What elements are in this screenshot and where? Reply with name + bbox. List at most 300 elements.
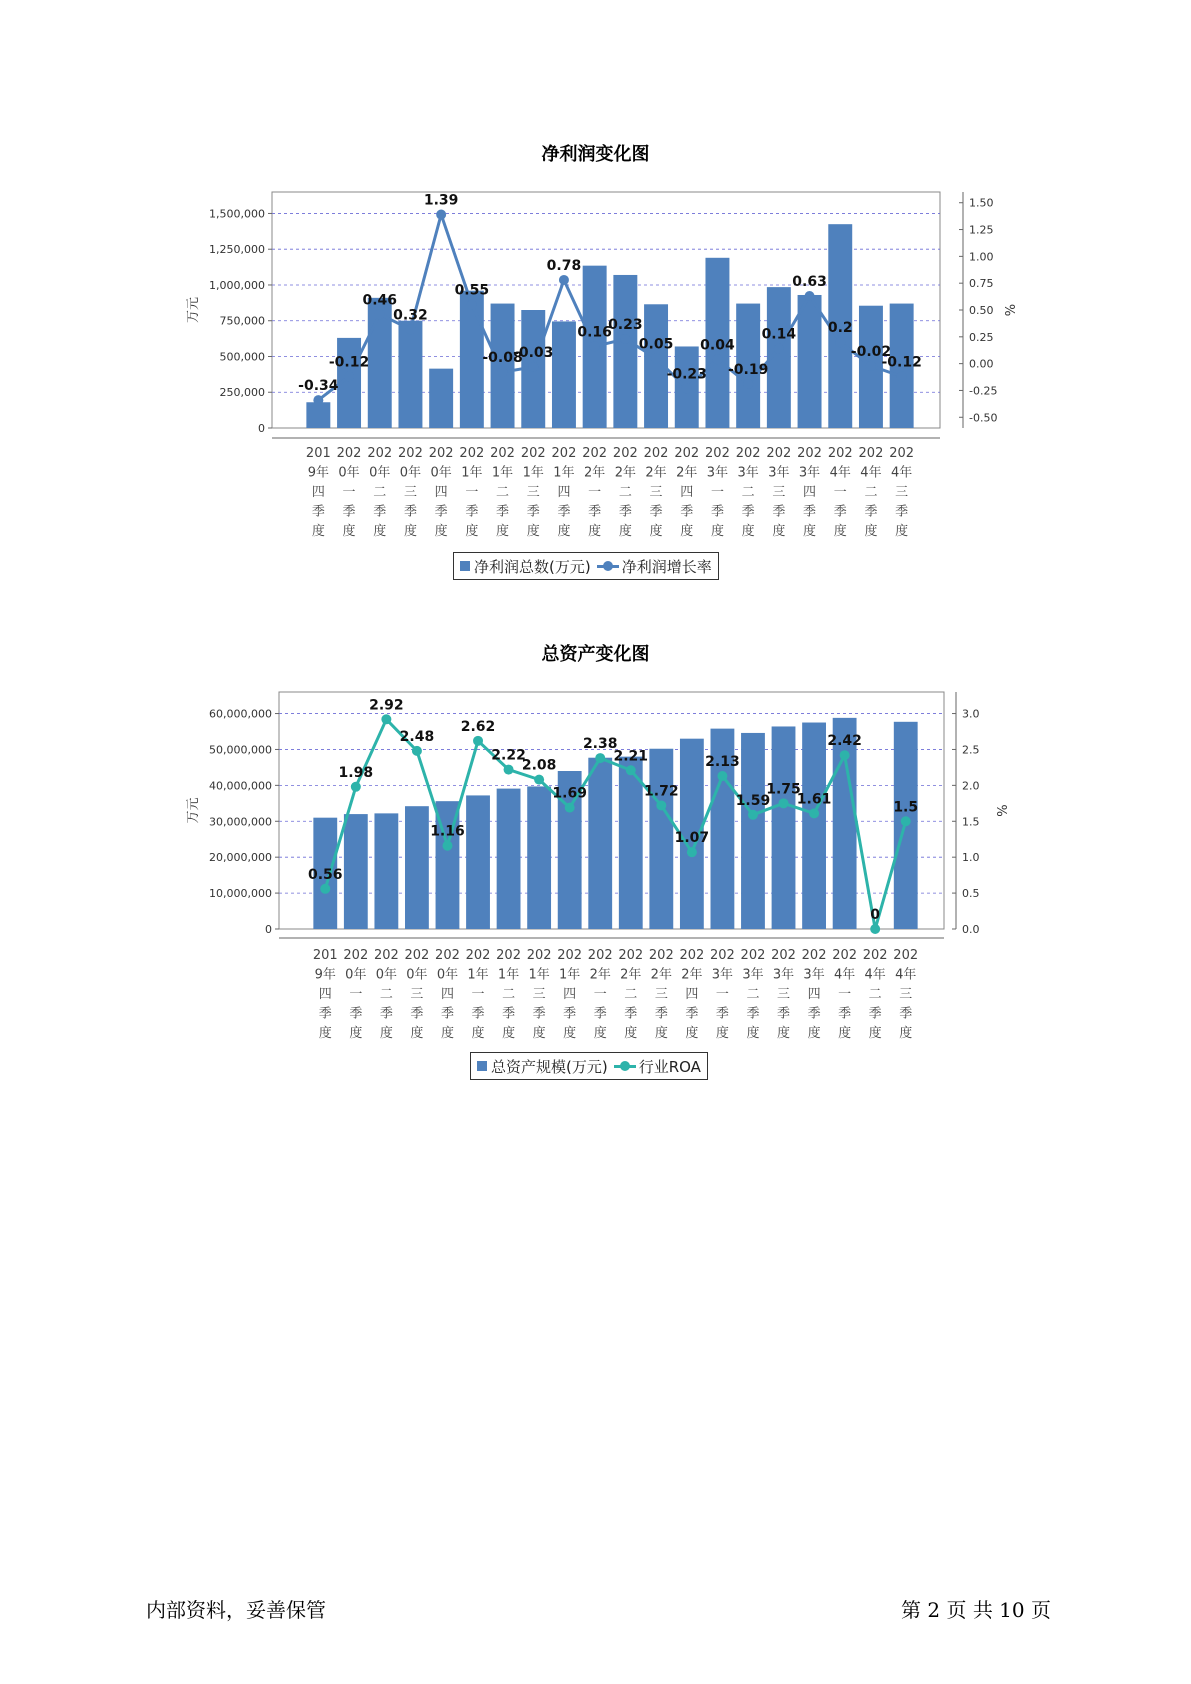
data-label: 0.16 (577, 324, 612, 341)
line-point (748, 810, 758, 820)
x-tick-label: 202 (428, 446, 454, 461)
x-tick-label: 二 (864, 485, 878, 500)
x-tick-label: 二 (502, 987, 516, 1002)
x-tick-label: 季 (557, 504, 571, 520)
data-label: -0.08 (482, 350, 523, 367)
line-point (498, 367, 508, 377)
x-tick-label: 季 (741, 504, 755, 520)
x-tick-label: 度 (715, 1026, 729, 1041)
x-tick-label: 202 (710, 948, 735, 963)
x-tick-label: 度 (864, 524, 878, 539)
x-tick-label: 季 (342, 504, 356, 520)
x-tick-label: 度 (311, 524, 325, 539)
x-tick-label: 度 (496, 524, 510, 539)
x-tick-label: 202 (490, 446, 515, 461)
data-label: 2.48 (399, 728, 435, 745)
x-tick-label: 度 (471, 1026, 485, 1041)
x-tick-label: 三 (526, 485, 540, 500)
line-point (473, 736, 483, 746)
y-tick-label-left: 250,000 (219, 386, 265, 400)
x-tick-label: 三 (532, 987, 546, 1002)
data-label: 1.59 (735, 792, 771, 809)
data-label: -0.12 (881, 354, 922, 371)
net-profit-chart-canvas (0, 180, 1191, 550)
x-tick-label: 202 (771, 948, 796, 963)
line-point (651, 353, 661, 363)
y-tick-label-left: 50,000,000 (209, 743, 272, 757)
x-tick-label: 202 (612, 446, 638, 461)
line-point (595, 753, 605, 763)
x-tick-label: 1年 (522, 465, 544, 481)
bar (619, 757, 643, 929)
y-tick-label-right: -0.25 (969, 384, 998, 398)
bar (344, 814, 368, 929)
x-tick-label: 202 (336, 446, 362, 461)
line-point (436, 210, 446, 220)
data-label: 1.07 (674, 830, 710, 847)
x-tick-label: 202 (893, 948, 919, 963)
x-tick-label: 季 (563, 1006, 577, 1022)
line-point (656, 800, 666, 810)
y-tick-label-right: 2.0 (962, 779, 980, 793)
x-tick-label: 3年 (798, 465, 821, 481)
bar (398, 321, 422, 428)
line-point (866, 361, 876, 371)
bar (649, 749, 673, 929)
x-tick-label: 度 (532, 1026, 546, 1041)
x-tick-label: 度 (588, 524, 602, 539)
x-tick-label: 四 (680, 485, 694, 500)
x-tick-label: 三 (777, 987, 791, 1002)
x-tick-label: 202 (801, 948, 827, 963)
x-tick-label: 1年 (491, 465, 514, 481)
x-tick-label: 4年 (864, 967, 886, 983)
legend-swatch-line (597, 560, 619, 572)
line-point (565, 803, 575, 813)
x-tick-label: 0年 (430, 465, 452, 481)
x-tick-label: 202 (496, 948, 521, 963)
x-tick-label: 一 (465, 485, 479, 500)
chart-title: 总资产变化图 (541, 644, 650, 665)
x-tick-label: 四 (318, 987, 332, 1002)
x-tick-label: 度 (434, 524, 448, 539)
bar (460, 291, 484, 428)
x-tick-label: 度 (803, 524, 817, 539)
x-tick-label: 202 (674, 446, 700, 461)
data-label: 1.39 (423, 192, 459, 209)
x-tick-label: 度 (373, 524, 387, 539)
x-tick-label: 202 (551, 446, 577, 461)
data-label: 0.14 (761, 326, 797, 343)
x-tick-label: 0年 (338, 465, 360, 481)
x-tick-label: 度 (349, 1026, 363, 1041)
x-tick-label: 4年 (891, 465, 913, 481)
x-tick-label: 1年 (461, 465, 483, 481)
x-tick-label: 季 (588, 504, 602, 520)
line-point (779, 798, 789, 808)
data-label: 0.05 (638, 336, 674, 353)
line-point (897, 372, 907, 382)
bar (772, 726, 796, 929)
x-tick-label: 二 (618, 485, 632, 500)
x-tick-label: 度 (410, 1026, 424, 1041)
x-tick-label: 3年 (772, 967, 795, 983)
y-tick-label-right: 1.00 (969, 250, 994, 264)
y-tick-label-left: 60,000,000 (209, 707, 272, 721)
x-tick-label: 二 (373, 485, 387, 500)
x-tick-label: 度 (526, 524, 540, 539)
x-tick-label: 季 (899, 1006, 913, 1022)
x-tick-label: 度 (593, 1026, 607, 1041)
x-tick-label: 季 (685, 1006, 699, 1022)
data-label: 1.61 (796, 791, 832, 808)
y-tick-label-left: 0 (258, 422, 265, 435)
line-point (351, 782, 361, 792)
x-tick-label: 度 (557, 524, 571, 539)
line-point (412, 746, 422, 756)
y-axis-title-right: % (1004, 303, 1019, 317)
y-tick-label-right: -0.50 (969, 411, 998, 425)
x-tick-label: 度 (777, 1026, 791, 1041)
x-tick-label: 度 (318, 1026, 332, 1041)
x-tick-label: 二 (746, 987, 760, 1002)
x-tick-label: 202 (520, 446, 546, 461)
line-point (743, 379, 753, 389)
legend-item-line (597, 556, 712, 577)
data-label: 0.2 (827, 320, 853, 337)
footer-confidential-note: 内部资料，妥善保管 (146, 1598, 326, 1622)
line-point (442, 841, 452, 851)
line-point (835, 337, 845, 347)
y-tick-label-right: 0.00 (969, 357, 994, 371)
x-tick-label: 度 (833, 524, 847, 539)
x-tick-label: 1年 (467, 967, 489, 983)
bar (802, 723, 826, 929)
line-point (809, 808, 819, 818)
x-tick-label: 四 (563, 987, 577, 1002)
data-label: -0.03 (513, 344, 554, 361)
x-tick-label: 0年 (406, 967, 428, 983)
data-label: 2.62 (460, 718, 496, 735)
x-tick-label: 度 (379, 1026, 393, 1041)
x-tick-label: 9年 (314, 967, 336, 983)
x-tick-label: 一 (833, 485, 847, 500)
x-tick-label: 9年 (307, 465, 329, 481)
x-tick-label: 二 (379, 987, 393, 1002)
bar (405, 806, 429, 929)
y-tick-label-right: 1.0 (962, 851, 980, 865)
x-tick-label: 202 (858, 446, 884, 461)
x-tick-label: 0年 (369, 465, 391, 481)
x-tick-label: 季 (593, 1006, 607, 1022)
x-tick-label: 一 (342, 485, 356, 500)
x-tick-label: 3年 (711, 967, 734, 983)
x-tick-label: 1年 (553, 465, 575, 481)
x-tick-label: 度 (680, 524, 694, 539)
x-tick-label: 四 (440, 987, 454, 1002)
data-label: 1.98 (338, 764, 374, 781)
x-tick-label: 202 (367, 446, 393, 461)
x-tick-label: 季 (715, 1006, 729, 1022)
x-tick-label: 202 (862, 948, 888, 963)
x-tick-label: 201 (305, 446, 331, 461)
x-tick-label: 1年 (497, 967, 520, 983)
bar (527, 786, 551, 929)
x-tick-label: 0年 (436, 967, 459, 983)
y-tick-label-right: 1.5 (962, 815, 980, 829)
data-label: -0.23 (666, 366, 707, 383)
x-tick-label: 度 (440, 1026, 454, 1041)
chart-legend (470, 1052, 708, 1080)
x-tick-label: 度 (899, 1026, 913, 1041)
data-label: 2.08 (521, 757, 557, 774)
line-point (504, 765, 514, 775)
legend-swatch-line (614, 1060, 636, 1072)
x-tick-label: 二 (868, 987, 882, 1002)
x-tick-label: 四 (685, 987, 699, 1002)
x-tick-label: 度 (342, 524, 356, 539)
y-tick-label-left: 1,500,000 (209, 207, 265, 221)
x-tick-label: 三 (410, 987, 424, 1002)
y-tick-label-right: 1.25 (969, 223, 994, 237)
line-point (687, 847, 697, 857)
line-point (405, 324, 415, 334)
y-tick-label-right: 0.5 (962, 887, 980, 901)
y-axis-title-left: 万元 (186, 296, 201, 324)
line-point (344, 372, 354, 382)
bar (552, 321, 576, 428)
x-tick-label: 202 (705, 446, 730, 461)
data-label: 0.23 (608, 316, 643, 333)
line-point (313, 395, 323, 405)
x-tick-label: 2年 (650, 967, 672, 983)
x-tick-label: 季 (710, 504, 724, 520)
x-tick-label: 202 (889, 446, 915, 461)
x-tick-label: 一 (471, 987, 485, 1002)
data-label: -0.12 (328, 354, 370, 371)
chart-legend (453, 552, 719, 580)
x-tick-label: 季 (807, 1006, 821, 1022)
x-tick-label: 202 (735, 446, 761, 461)
line-point (590, 341, 600, 351)
x-tick-label: 季 (465, 504, 479, 520)
y-tick-label-right: 0.0 (962, 923, 980, 936)
bar (429, 369, 453, 428)
data-label: -0.02 (850, 343, 892, 360)
x-tick-label: 度 (741, 524, 755, 539)
y-tick-label-left: 40,000,000 (209, 779, 272, 793)
y-tick-label-left: 750,000 (219, 314, 265, 328)
x-tick-label: 1年 (559, 967, 581, 983)
x-tick-label: 2年 (589, 967, 611, 983)
x-tick-label: 二 (624, 987, 638, 1002)
data-label: 2.22 (491, 747, 526, 764)
x-tick-label: 三 (895, 485, 909, 500)
x-tick-label: 度 (624, 1026, 638, 1041)
bar (497, 789, 521, 929)
x-tick-label: 一 (593, 987, 607, 1002)
x-tick-label: 202 (373, 948, 399, 963)
line-point (717, 771, 727, 781)
x-tick-label: 202 (435, 948, 460, 963)
legend-label: 净利润总数(万元) (474, 557, 591, 576)
data-label: 0.56 (308, 866, 343, 883)
y-tick-label-left: 1,000,000 (209, 278, 265, 292)
x-tick-label: 202 (587, 948, 613, 963)
line-point (870, 924, 880, 934)
legend-item-bar (477, 1056, 608, 1077)
x-tick-label: 4年 (895, 967, 917, 983)
x-tick-label: 0年 (345, 967, 367, 983)
y-tick-label-right: 0.25 (969, 330, 994, 344)
x-tick-label: 四 (807, 987, 821, 1002)
x-tick-label: 202 (459, 446, 485, 461)
y-axis-title-right: % (996, 804, 1011, 817)
x-tick-label: 202 (679, 948, 705, 963)
y-tick-label-right: 1.50 (969, 196, 994, 210)
bar (833, 718, 857, 929)
x-tick-label: 季 (373, 504, 387, 520)
x-tick-label: 3年 (737, 465, 759, 481)
x-tick-label: 季 (895, 504, 909, 520)
x-tick-label: 2年 (645, 465, 667, 481)
x-tick-label: 202 (526, 948, 552, 963)
x-tick-label: 202 (648, 948, 674, 963)
x-tick-label: 0年 (399, 465, 422, 481)
x-tick-label: 202 (740, 948, 766, 963)
bar (466, 795, 490, 929)
x-tick-label: 0年 (375, 967, 398, 983)
x-tick-label: 季 (618, 504, 632, 520)
x-tick-label: 202 (797, 446, 822, 461)
x-tick-label: 2年 (614, 465, 636, 481)
x-tick-label: 季 (410, 1006, 424, 1022)
x-tick-label: 度 (895, 524, 909, 539)
x-tick-label: 度 (685, 1026, 699, 1041)
x-tick-label: 2年 (584, 465, 606, 481)
x-tick-label: 季 (833, 504, 847, 520)
bar (798, 295, 822, 428)
data-label: 2.42 (827, 733, 862, 750)
data-label: 1.5 (893, 799, 919, 816)
x-tick-label: 201 (312, 948, 338, 963)
x-tick-label: 202 (465, 948, 491, 963)
line-point (626, 765, 636, 775)
x-tick-label: 季 (654, 1006, 668, 1022)
legend-label: 行业ROA (638, 1057, 701, 1076)
x-tick-label: 4年 (860, 465, 882, 481)
data-label: 0.78 (546, 257, 582, 274)
x-tick-label: 季 (868, 1006, 882, 1022)
x-tick-label: 202 (827, 446, 853, 461)
x-tick-label: 一 (588, 485, 602, 500)
x-tick-label: 3年 (706, 465, 729, 481)
line-point (381, 714, 391, 724)
x-tick-label: 季 (471, 1006, 485, 1022)
x-tick-label: 4年 (833, 967, 856, 983)
data-label: 0 (870, 907, 881, 923)
x-tick-label: 202 (618, 948, 644, 963)
line-point (620, 334, 630, 344)
x-tick-label: 季 (318, 1006, 332, 1022)
line-point (682, 383, 692, 393)
line-point (534, 775, 544, 785)
y-tick-label-right: 2.5 (962, 743, 980, 757)
y-tick-label-left: 500,000 (219, 350, 265, 364)
data-label: -0.34 (298, 378, 339, 395)
y-tick-label-right: 0.75 (969, 277, 994, 291)
data-label: 0.04 (700, 337, 735, 354)
data-label: 0.63 (792, 274, 827, 291)
x-tick-label: 202 (832, 948, 858, 963)
x-tick-label: 度 (563, 1026, 577, 1041)
data-label: 2.21 (613, 748, 649, 765)
x-tick-label: 4年 (829, 465, 851, 481)
x-tick-label: 季 (624, 1006, 638, 1022)
y-tick-label-right: 3.0 (962, 707, 980, 721)
x-tick-label: 度 (838, 1026, 852, 1041)
x-tick-label: 一 (710, 485, 724, 500)
x-tick-label: 二 (496, 485, 510, 500)
footer-page-number: 第 2 页 共 10 页 (901, 1598, 1051, 1622)
data-label: 2.13 (705, 754, 740, 771)
line-point (559, 275, 569, 285)
x-tick-label: 季 (403, 504, 417, 520)
x-tick-label: 202 (582, 446, 608, 461)
y-tick-label-left: 20,000,000 (209, 851, 272, 865)
x-tick-label: 1年 (528, 967, 550, 983)
x-tick-label: 季 (434, 504, 448, 520)
data-label: 1.75 (766, 781, 801, 798)
x-tick-label: 度 (618, 524, 632, 539)
data-label: 2.92 (369, 697, 404, 714)
x-tick-label: 季 (864, 504, 878, 520)
x-tick-label: 3年 (803, 967, 825, 983)
legend-label: 总资产规模(万元) (491, 1057, 608, 1076)
x-tick-label: 季 (496, 504, 510, 520)
x-tick-label: 度 (710, 524, 724, 539)
y-axis-title-left: 万元 (186, 797, 201, 824)
x-tick-label: 季 (772, 504, 786, 520)
x-tick-label: 2年 (676, 465, 698, 481)
x-tick-label: 202 (643, 446, 669, 461)
data-label: 0.55 (454, 282, 490, 299)
bar (374, 813, 398, 929)
x-tick-label: 季 (526, 504, 540, 520)
x-tick-label: 度 (772, 524, 786, 539)
y-tick-label-right: 0.50 (969, 304, 994, 317)
x-tick-label: 季 (746, 1006, 760, 1022)
x-tick-label: 季 (838, 1006, 852, 1022)
bar (588, 758, 612, 929)
x-tick-label: 一 (349, 987, 363, 1002)
x-tick-label: 202 (343, 948, 369, 963)
x-tick-label: 季 (777, 1006, 791, 1022)
x-tick-label: 3年 (742, 967, 764, 983)
x-tick-label: 季 (532, 1006, 546, 1022)
line-point (774, 344, 784, 354)
legend-label: 净利润增长率 (621, 557, 712, 576)
line-point (320, 884, 330, 894)
x-tick-label: 度 (654, 1026, 668, 1041)
x-tick-label: 度 (746, 1026, 760, 1041)
line-point (467, 300, 477, 310)
data-label: 0.46 (362, 292, 398, 309)
x-tick-label: 季 (803, 504, 817, 520)
x-tick-label: 四 (434, 485, 448, 500)
x-tick-label: 二 (741, 485, 755, 500)
x-tick-label: 三 (772, 485, 786, 500)
